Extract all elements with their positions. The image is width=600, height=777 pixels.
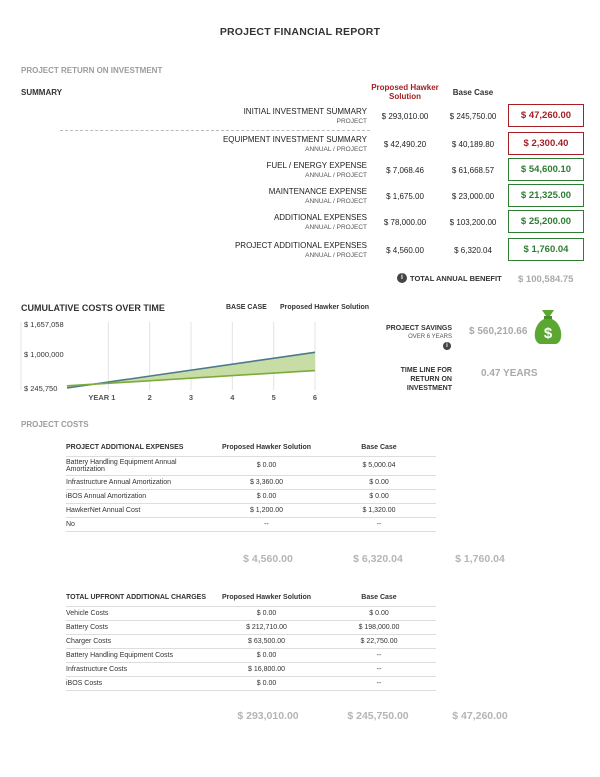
additional-total-base: $ 6,320.04 — [353, 553, 403, 565]
cell-name: Battery Handling Equipment Costs — [66, 648, 211, 662]
cell-name: No — [66, 517, 211, 531]
table-row — [66, 517, 436, 531]
summary-row-base: $ 61,668.57 — [451, 166, 495, 175]
x-tick-label: 2 — [147, 393, 152, 402]
upfront-total-diff: $ 47,260.00 — [452, 710, 508, 722]
table-row — [66, 475, 436, 489]
cell-base: $ 0.00 — [322, 475, 436, 489]
additional-total-diff: $ 1,760.04 — [455, 553, 505, 565]
summary-row-proposed: $ 293,010.00 — [381, 112, 429, 121]
cell-proposed: $ 212,710.00 — [211, 620, 322, 634]
cell-proposed: -- — [211, 517, 322, 531]
cumulative-cost-chart — [0, 312, 340, 412]
additional-col-base: Base Case — [322, 440, 436, 456]
cell-name: Vehicle Costs — [66, 606, 211, 620]
table-row — [66, 503, 436, 517]
savings-sub: OVER 6 YEARS — [408, 334, 452, 340]
cell-name: Battery Handling Equipment Annual Amortization — [66, 456, 211, 475]
table-row — [66, 676, 436, 690]
roi-section-heading: PROJECT RETURN ON INVESTMENT — [21, 66, 163, 75]
cell-proposed: $ 1,200.00 — [211, 503, 322, 517]
cell-base: -- — [322, 676, 436, 690]
summary-row-name: PROJECT ADDITIONAL EXPENSES — [234, 241, 367, 250]
summary-row-name: EQUIPMENT INVESTMENT SUMMARY — [222, 135, 367, 144]
additional-col-proposed: Proposed Hawker Solution — [211, 440, 322, 456]
summary-row-sub: ANNUAL / PROJECT — [305, 252, 367, 259]
summary-row-base: $ 6,320.04 — [454, 246, 492, 255]
summary-row-name: ADDITIONAL EXPENSES — [273, 213, 367, 222]
summary-col-base: Base Case — [452, 88, 494, 97]
total-benefit-label: TOTAL ANNUAL BENEFIT — [410, 274, 502, 283]
project-costs-heading: PROJECT COSTS — [21, 420, 89, 429]
cell-base: $ 0.00 — [322, 489, 436, 503]
cell-base: -- — [322, 648, 436, 662]
summary-row-proposed: $ 1,675.00 — [386, 192, 424, 201]
upfront-total-proposed: $ 293,010.00 — [237, 710, 299, 722]
cell-proposed: $ 0.00 — [211, 456, 322, 475]
summary-row-difference: $ 2,300.40 — [508, 132, 584, 155]
savings-label: PROJECT SAVINGS — [386, 325, 452, 332]
upfront-col-proposed: Proposed Hawker Solution — [211, 590, 322, 606]
summary-row-difference: $ 1,760.04 — [508, 238, 584, 261]
cell-proposed: $ 0.00 — [211, 606, 322, 620]
cell-base: $ 0.00 — [322, 606, 436, 620]
savings-value: $ 560,210.66 — [469, 326, 528, 337]
summary-row-sub: ANNUAL / PROJECT — [305, 172, 367, 179]
cell-base: -- — [322, 662, 436, 676]
cell-base: $ 1,320.00 — [322, 503, 436, 517]
table-row — [66, 620, 436, 634]
cell-name: HawkerNet Annual Cost — [66, 503, 211, 517]
summary-label: SUMMARY — [21, 88, 63, 97]
upfront-charges-table — [66, 590, 436, 691]
summary-row-sub: ANNUAL / PROJECT — [305, 224, 367, 231]
summary-row-base: $ 245,750.00 — [449, 112, 497, 121]
svg-text:$: $ — [543, 325, 553, 342]
legend-base-case: BASE CASE — [226, 304, 267, 311]
cell-base: $ 22,750.00 — [322, 634, 436, 648]
cell-proposed: $ 0.00 — [211, 489, 322, 503]
cell-base: $ 198,000.00 — [322, 620, 436, 634]
cell-proposed: $ 16,800.00 — [211, 662, 322, 676]
summary-row-difference: $ 47,260.00 — [508, 104, 584, 127]
chart-title: CUMULATIVE COSTS OVER TIME — [21, 303, 165, 313]
upfront-col-base: Base Case — [322, 590, 436, 606]
table-row — [66, 648, 436, 662]
cell-name: iBOS Annual Amortization — [66, 489, 211, 503]
money-bag-icon — [530, 306, 566, 346]
summary-row-sub: PROJECT — [336, 118, 367, 125]
report-title: PROJECT FINANCIAL REPORT — [219, 26, 381, 38]
summary-row-proposed: $ 7,068.46 — [386, 166, 424, 175]
cell-base: -- — [322, 517, 436, 531]
cell-name: Battery Costs — [66, 620, 211, 634]
summary-row-sub: ANNUAL / PROJECT — [305, 198, 367, 205]
cell-proposed: $ 0.00 — [211, 676, 322, 690]
info-icon[interactable]: i — [397, 273, 407, 283]
upfront-header: TOTAL UPFRONT ADDITIONAL CHARGES — [66, 590, 211, 606]
summary-row-difference: $ 21,325.00 — [508, 184, 584, 207]
cell-name: Infrastructure Costs — [66, 662, 211, 676]
x-tick-label: 4 — [230, 393, 235, 402]
legend-proposed: Proposed Hawker Solution — [280, 304, 370, 311]
additional-expenses-table — [66, 440, 436, 532]
cell-proposed: $ 3,360.00 — [211, 475, 322, 489]
roi-time-label-1: TIME LINE FOR — [400, 367, 452, 374]
cell-base: $ 5,000.04 — [322, 456, 436, 475]
roi-time-value: 0.47 YEARS — [481, 368, 538, 379]
table-row — [66, 489, 436, 503]
cell-name: Infrastructure Annual Amortization — [66, 475, 211, 489]
cell-proposed: $ 63,500.00 — [211, 634, 322, 648]
table-row — [66, 634, 436, 648]
summary-row-base: $ 23,000.00 — [451, 192, 495, 201]
summary-row-base: $ 40,189.80 — [451, 140, 495, 149]
roi-time-label-2: RETURN ON — [410, 376, 452, 383]
x-tick-label: YEAR 1 — [88, 393, 116, 402]
cell-name: Charger Costs — [66, 634, 211, 648]
summary-col-proposed: Proposed Hawker Solution — [371, 83, 439, 101]
roi-time-label-3: INVESTMENT — [406, 385, 452, 392]
cell-name: iBOS Costs — [66, 676, 211, 690]
x-tick-label: 6 — [312, 393, 318, 402]
summary-row-proposed: $ 42,490.20 — [383, 140, 427, 149]
table-row — [66, 662, 436, 676]
x-tick-label: 5 — [271, 393, 276, 402]
y-tick-label: $ 1,657,058 — [24, 320, 64, 329]
summary-row-base: $ 103,200.00 — [449, 218, 497, 227]
summary-row-proposed: $ 4,560.00 — [386, 246, 424, 255]
cell-proposed: $ 0.00 — [211, 648, 322, 662]
table-row — [66, 606, 436, 620]
summary-row-proposed: $ 78,000.00 — [383, 218, 427, 227]
summary-row-difference: $ 25,200.00 — [508, 210, 584, 233]
additional-header: PROJECT ADDITIONAL EXPENSES — [66, 440, 211, 456]
summary-row-sub: ANNUAL / PROJECT — [305, 146, 367, 153]
summary-row-difference: $ 54,600.10 — [508, 158, 584, 181]
summary-row-name: FUEL / ENERGY EXPENSE — [266, 161, 367, 170]
total-benefit-value: $ 100,584.75 — [518, 274, 574, 285]
y-tick-label: $ 245,750 — [24, 384, 58, 393]
table-row — [66, 456, 436, 475]
x-tick-label: 3 — [188, 393, 194, 402]
summary-row-name: MAINTENANCE EXPENSE — [268, 187, 367, 196]
upfront-total-base: $ 245,750.00 — [347, 710, 409, 722]
summary-divider — [60, 130, 370, 131]
y-tick-label: $ 1,000,000 — [24, 349, 64, 359]
savings-info-icon[interactable]: i — [443, 342, 451, 350]
summary-row-name: INITIAL INVESTMENT SUMMARY — [243, 107, 367, 116]
additional-total-proposed: $ 4,560.00 — [243, 553, 293, 565]
